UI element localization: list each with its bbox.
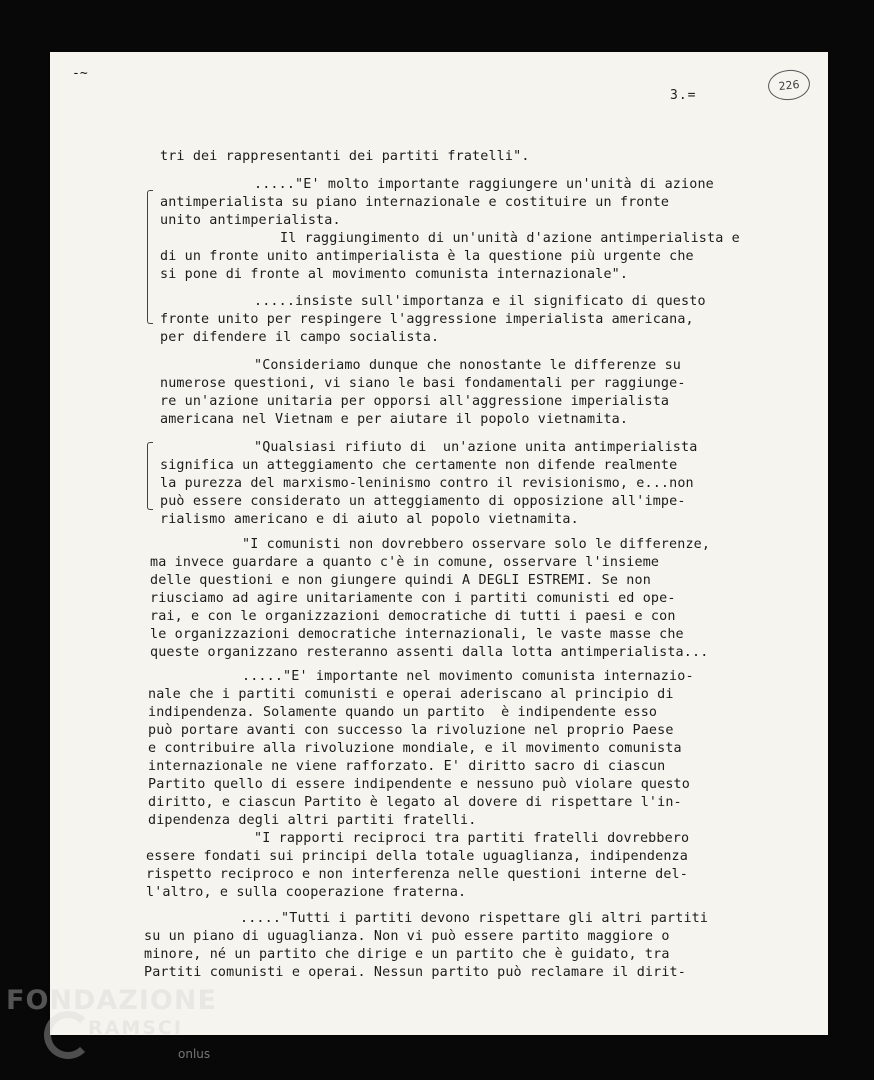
text-line: ....."E' molto importante raggiungere un'unità di azione	[254, 177, 714, 192]
text-line: tri dei rappresentanti dei partiti fratelli".	[160, 149, 530, 164]
text-line: rai, e con le organizzazioni democratiche di tutti i paesi e con	[150, 609, 676, 624]
text-line: dipendenza degli altri partiti fratelli.	[148, 813, 477, 828]
text-line: re un'azione unitaria per opporsi all'aggressione imperialista	[160, 394, 670, 409]
text-line: fronte unito per respingere l'aggressione imperialista americana,	[160, 312, 694, 327]
text-line: ....."E' importante nel movimento comunista internazio-	[242, 669, 694, 684]
text-line: riusciamo ad agire unitariamente con i partiti comunisti ed ope-	[150, 591, 676, 606]
watermark-line1: FONDAZIONE	[6, 985, 217, 1016]
text-line: diritto, e ciascun Partito è legato al dovere di rispettare l'in-	[148, 795, 682, 810]
text-line: e contribuire alla rivoluzione mondiale, e il movimento comunista	[148, 741, 682, 756]
text-line: rispetto reciproco e non interferenza nelle questioni interne del-	[146, 867, 688, 882]
text-line: essere fondati sui principi della totale uguaglianza, indipendenza	[146, 849, 688, 864]
text-line: le organizzazioni democratiche internazionali, le vaste masse che	[150, 627, 684, 642]
gramsci-g-logo-icon	[44, 1011, 92, 1059]
text-line: di un fronte unito antimperialista è la questione più urgente che	[160, 249, 694, 264]
watermark-line3: onlus	[178, 1047, 211, 1061]
text-line: numerose questioni, vi siano le basi fondamentali per raggiunge-	[160, 376, 686, 391]
text-line: delle questioni e non giungere quindi A DEGLI ESTREMI. Se non	[150, 573, 651, 588]
text-line: la purezza del marxismo-leninismo contro il revisionismo, e...non	[160, 476, 694, 491]
text-line: antimperialista su piano internazionale e costituire un fronte	[160, 195, 670, 210]
text-line: Partito quello di essere indipendente e nessuno può violare questo	[148, 777, 690, 792]
text-line: Partiti comunisti e operai. Nessun partito può reclamare il dirit-	[144, 965, 686, 980]
text-line: ma invece guardare a quanto c'è in comune, osservare l'insieme	[150, 555, 660, 570]
text-line: può essere considerato un atteggiamento di opposizione all'impe-	[160, 494, 686, 509]
text-line: per difendere il campo socialista.	[160, 330, 440, 345]
typed-text-body	[50, 52, 828, 1035]
text-line: nale che i partiti comunisti e operai aderiscano al principio di	[148, 687, 674, 702]
text-line: "Consideriamo dunque che nonostante le differenze su	[254, 358, 682, 373]
text-line: .....insiste sull'importanza e il significato di questo	[254, 294, 706, 309]
corner-mark: -~	[72, 66, 88, 81]
watermark-line2: RAMSCI	[88, 1017, 183, 1039]
text-line: Il raggiungimento di un'unità d'azione antimperialista e	[280, 231, 740, 246]
text-line: rialismo americano e di aiuto al popolo vietnamita.	[160, 512, 579, 527]
document-page	[50, 52, 828, 1035]
text-line: queste organizzano resteranno assenti dalla lotta antimperialista...	[150, 645, 709, 660]
text-line: l'altro, e sulla cooperazione fraterna.	[146, 885, 467, 900]
text-line: americana nel Vietnam e per aiutare il popolo vietnamita.	[160, 412, 629, 427]
text-line: su un piano di uguaglianza. Non vi può essere partito maggiore o	[144, 929, 670, 944]
archive-stamp: 226	[767, 68, 812, 102]
text-line: minore, né un partito che dirige e un partito che è guidato, tra	[144, 947, 670, 962]
text-line: "I rapporti reciproci tra partiti fratelli dovrebbero	[254, 831, 690, 846]
text-line: internazionale ne viene rafforzato. E' diritto sacro di ciascun	[148, 759, 666, 774]
fondazione-gramsci-watermark	[6, 985, 226, 1075]
text-line: indipendenza. Solamente quando un partito è indipendente esso	[148, 705, 658, 720]
text-line: "Qualsiasi rifiuto di un'azione unita antimperialista	[254, 440, 698, 455]
page-number: 3.=	[670, 88, 697, 103]
text-line: ....."Tutti i partiti devono rispettare gli altri partiti	[240, 911, 709, 926]
text-line: significa un atteggiamento che certamente non difende realmente	[160, 458, 678, 473]
text-line: può portare avanti con successo la rivoluzione nel proprio Paese	[148, 723, 674, 738]
text-line: "I comunisti non dovrebbero osservare solo le differenze,	[242, 537, 711, 552]
text-line: si pone di fronte al movimento comunista internazionale".	[160, 267, 629, 282]
text-line: unito antimperialista.	[160, 213, 341, 228]
